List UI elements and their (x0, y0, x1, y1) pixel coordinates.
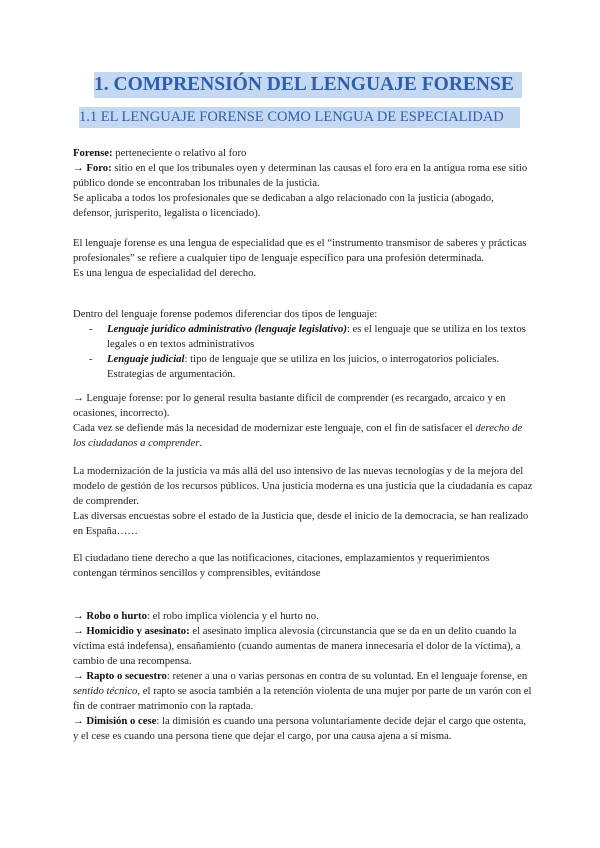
forense-text: perteneciente o relativo al foro (112, 147, 247, 159)
foro-text: sitio en el que los tribunales oyen y determinan las causas el foro era en la antigua roma ese sitio público donde se encontraban los tribunales de la justicia. (73, 162, 528, 189)
term-title: Robo o hurto (86, 610, 147, 622)
term-emphasis: sentido técnico (73, 685, 138, 697)
modernization-block (73, 464, 533, 539)
forensic-language-block (73, 391, 533, 451)
foro-definition (73, 161, 533, 191)
term-text: , el rapto se asocia también a la retención violenta de una mujer por parte de un varón con el fin de contraer matrimonio con la raptada. (73, 685, 532, 712)
forense-term: Forense: (73, 147, 113, 159)
dash-glyph: - (89, 323, 93, 335)
term-rapto (73, 669, 533, 714)
arrow-glyph: → (73, 610, 87, 622)
list-item (73, 352, 533, 382)
types-block (73, 307, 533, 382)
citizen-rights-paragraph: El ciudadano tiene derecho a que las notificaciones, citaciones, emplazamientos y requerimientos contengan términos sencillos y comprensibles, evitándose (73, 552, 490, 579)
citizen-rights-block (73, 551, 533, 581)
difficulty-text: Lenguaje forense: por lo general resulta bastante difícil de comprender (es recargado, arcaico y en ocasiones, incorrecto). (73, 392, 506, 419)
item-term: Lenguaje judicial (107, 353, 185, 365)
term-text: : retener a una o varias personas en contra de su voluntad. En el lenguaje forense, en (166, 670, 528, 682)
forensic-difficulty (73, 391, 533, 421)
arrow-glyph: → (73, 392, 87, 404)
forense-definition (73, 146, 533, 161)
term-title: Rapto o secuestro (86, 670, 167, 682)
modernize-text: Cada vez se defiende más la necesidad de modernizar este lenguaje, con el fin de satisfacer el (73, 422, 476, 434)
heading-1: 1. COMPRENSIÓN DEL LENGUAJE FORENSE (94, 72, 522, 98)
item-text: : tipo de lenguaje que se utiliza en los juicios, o interrogatorios policiales. Estrategias de argumentación. (107, 353, 500, 380)
term-text: el asesinato implica alevosía (circunstancia que se da en un delito cuando la víctima está indefensa), ensañamiento (cuando aumentas de manera innecesaria el dolor de la víctima), a cambio de una recompensa. (73, 625, 521, 667)
term-text: : el robo implica violencia y el hurto no. (146, 610, 319, 622)
arrow-glyph: → (73, 715, 87, 727)
item-term: Lenguaje jurídico administrativo (lenguaje legislativo) (107, 323, 347, 335)
citizen-right: derecho de los ciudadanos a comprender (73, 422, 523, 449)
heading-2: 1.1 EL LENGUAJE FORENSE COMO LENGUA DE ESPECIALIDAD (79, 107, 520, 128)
item-text: : es el lenguaje que se utiliza en los textos legales o en textos administrativos (107, 323, 526, 350)
terms-block (73, 609, 533, 744)
foro-term: Foro: (86, 162, 112, 174)
dash-glyph: - (89, 353, 93, 365)
definitions-block (73, 146, 533, 221)
term-dimision (73, 714, 533, 744)
term-title: Dimisión o cese (86, 715, 157, 727)
arrow-glyph: → (73, 670, 87, 682)
term-text: : la dimisión es cuando una persona voluntariamente decide dejar el cargo que ostenta, y el cese es cuando una persona tiene que dejar el cargo, por una causa ajena a sí misma. (73, 715, 527, 742)
types-intro: Dentro del lenguaje forense podemos diferenciar dos tipos de lenguaje: (73, 308, 378, 320)
term-title: Homicidio y asesinato: (86, 625, 190, 637)
specialty-block (73, 236, 533, 281)
modernize-end: . (199, 437, 203, 449)
specialty-definition: El lenguaje forense es una lengua de especialidad que es el “instrumento transmisor de saberes y prácticas profesionales” se refiere a cualquier tipo de lenguaje específico para una profesión determinada. (73, 237, 527, 264)
arrow-glyph: → (73, 162, 87, 174)
surveys-paragraph: Las diversas encuestas sobre el estado de la Justicia que, desde el inicio de la democracia, se han realizado en España…… (73, 510, 529, 537)
specialty-law: Es una lengua de especialidad del derecho. (73, 267, 257, 279)
professionals-paragraph: Se aplicaba a todos los profesionales que se dedicaban a algo relacionado con la justicia (abogado, defensor, jurisperito, legalista o licenciado). (73, 192, 494, 219)
term-robo (73, 609, 533, 624)
arrow-glyph: → (73, 625, 87, 637)
modernize-paragraph (73, 421, 533, 451)
list-item (73, 322, 533, 352)
modernization-paragraph: La modernización de la justicia va más allá del uso intensivo de las nuevas tecnologías y de la mejora del modelo de gestión de los recursos públicos. Una justicia moderna es una justicia que la ciudadanía es capaz de comprender. (73, 465, 533, 507)
term-homicidio (73, 624, 533, 669)
